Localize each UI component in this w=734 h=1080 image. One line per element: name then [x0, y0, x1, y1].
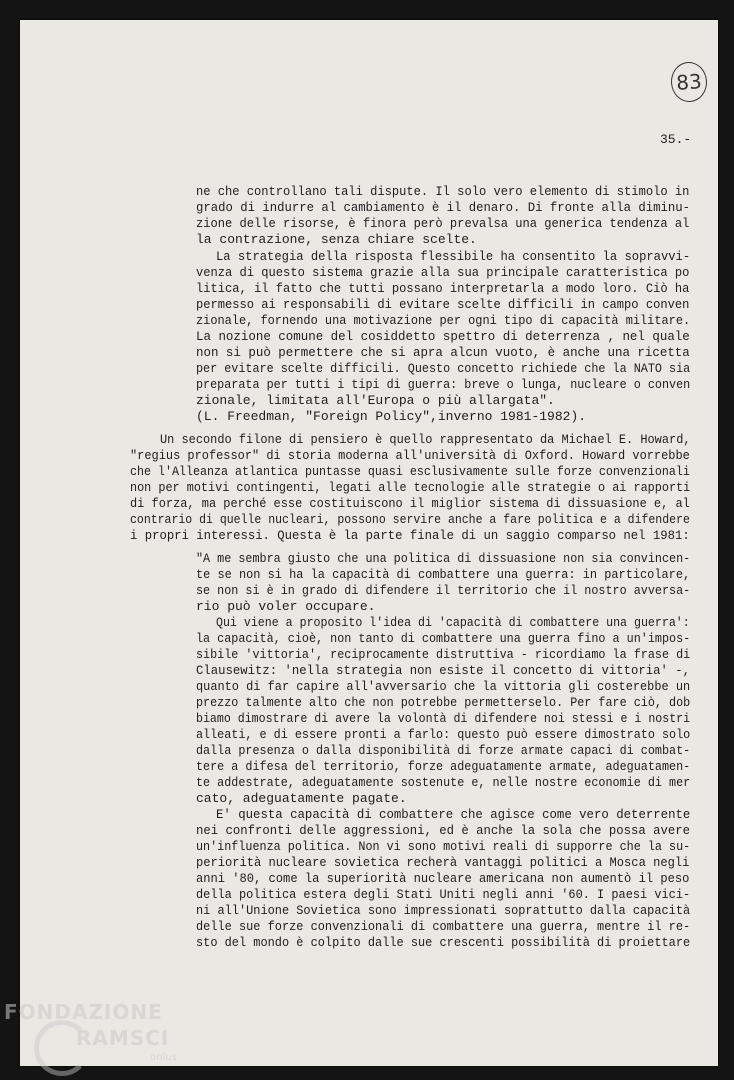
text-line: permesso ai responsabili di evitare scelte difficili in campo conven — [196, 297, 690, 312]
text-line: sto del mondo è colpito dalle sue crescenti possibilità di proiettare — [196, 935, 691, 950]
text-line: prezzo talmente alto che non potrebbe permetterselo. Per fare ciò, dob — [196, 695, 691, 710]
text-line: quanto di far capire all'avversario che la vittoria gli costerebbe un — [196, 679, 691, 694]
text-line: grado di indurre al cambiamento è il denaro. Di fronte alla diminu- — [196, 200, 690, 215]
text-line: ne che controllano tali dispute. Il solo vero elemento di stimolo in — [196, 184, 690, 199]
text-line: che l'Alleanza atlantica puntasse quasi esclusivamente sulle forze convenzionali — [130, 464, 690, 479]
text-line: contrario di quelle nucleari, possono servire anche a fare politica e a difendere — [130, 512, 690, 527]
text-line: delle sue forze convenzionali di combattere una guerra, mentre il re- — [196, 919, 691, 934]
text-line: ni all'Unione Sovietica sono impressionati soprattutto dalla capacità — [196, 903, 691, 918]
watermark-line2: RAMSCI — [76, 1026, 170, 1050]
text-line: cato, adeguatamente pagate. — [196, 791, 407, 806]
text-line: E' questa capacità di combattere che agisce come vero deterrente — [216, 807, 691, 822]
text-line: periorità nucleare sovietica recherà vantaggi politici a Mosca negli — [196, 855, 690, 870]
text-line: venza di questo sistema grazie alla sua principale caratteristica po — [196, 265, 690, 280]
page-number: 35.- — [660, 132, 692, 147]
text-line: zionale, limitata all'Europa o più allargata". — [196, 393, 555, 408]
watermark-line3: onlus — [150, 1052, 177, 1063]
text-line: te se non si ha la capacità di combattere una guerra: in particolare, — [196, 567, 691, 582]
text-line: La nozione comune del cosiddetto spettro di deterrenza , nel quale — [196, 329, 690, 344]
text-line: anni '80, come la superiorità nucleare americana non aumentò il peso — [196, 871, 690, 886]
text-line: Clausewitz: 'nella strategia non esiste il concetto di vittoria' -, — [196, 663, 690, 678]
text-line: La strategia della risposta flessibile ha consentito la sopravvi- — [216, 249, 691, 264]
text-line: un'influenza politica. Non vi sono motivi reali di supporre che la su- — [196, 839, 691, 854]
text-line: sibile 'vittoria', reciprocamente distruttiva - ricordiamo la frase di — [196, 647, 691, 662]
text-line: i propri interessi. Questa è la parte finale di un saggio comparso nel 1981: — [130, 528, 690, 543]
text-line: non si può permettere che si apra alcun vuoto, è anche una ricetta — [196, 345, 690, 360]
text-line: "A me sembra giusto che una politica di dissuasione non sia convincen- — [196, 551, 691, 566]
watermark-line1: FONDAZIONE — [4, 1000, 163, 1024]
text-line: "regius professor" di storia moderna all'università di Oxford. Howard vorrebbe — [130, 448, 690, 463]
text-line: litica, il fatto che tutti possano interpretarla a modo loro. Ciò ha — [196, 281, 690, 296]
text-line: zionale, fornendo una motivazione per ogni tipo di capacità militare. — [196, 313, 691, 328]
text-line: non per motivi contingenti, legati alle tecnologie alle strategie o ai rapporti — [130, 480, 691, 495]
text-line: alleati, e di essere pronti a farlo: questo può essere dimostrato solo — [196, 727, 691, 742]
text-line: dalla presenza o dalla disponibilità di forze armate capaci di combat- — [196, 743, 691, 758]
text-line: la contrazione, senza chiare scelte. — [196, 232, 477, 247]
text-line: di forza, ma perché esse costituiscono il miglior sistema di dissuasione e, al — [130, 496, 690, 511]
text-line: preparata per tutti i tipi di guerra: breve o lunga, nucleare o conven — [196, 377, 691, 392]
text-line: per evitare scelte difficili. Questo concetto richiede che la NATO sia — [196, 361, 691, 376]
text-line: se non si è in grado di difendere il territorio che il nostro avversa- — [196, 583, 691, 598]
text-line: Qui viene a proposito l'idea di 'capacità di combattere una guerra': — [216, 615, 690, 630]
citation: (L. Freedman, "Foreign Policy",inverno 1981-1982). — [196, 409, 587, 424]
text-line: rio può voler occupare. — [196, 599, 376, 614]
text-line: Un secondo filone di pensiero è quello rappresentato da Michael E. Howard, — [160, 432, 691, 447]
text-line: te addestrate, adeguatamente sostenute e, nelle nostre economie di mer — [196, 775, 691, 790]
text-line: zione delle risorse, è finora però prevalsa una generica tendenza al — [196, 216, 690, 231]
text-line: nei confronti delle aggressioni, ed è anche la sola che possa avere — [196, 823, 690, 838]
text-line: della politica estera degli Stati Uniti negli anni '60. I paesi vici- — [196, 887, 691, 902]
text-line: la capacità, cioè, non tanto di combattere una guerra fino a un'impos- — [196, 631, 691, 646]
text-line: biamo dimostrare di avere la volontà di difendere noi stessi e i nostri — [196, 711, 691, 726]
archive-stamp: 83 — [670, 61, 709, 103]
text-line: tere a difesa del territorio, forze adeguatamente armate, adeguatamen- — [196, 759, 691, 774]
